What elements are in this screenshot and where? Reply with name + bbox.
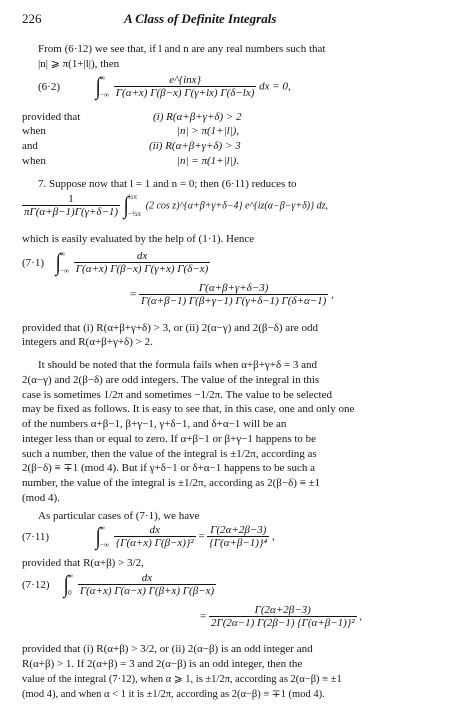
body-text-line: such a number, then the value of the integral is ±1/2π, according as (22, 448, 317, 460)
condition-text: |n| > π(1+|l|), (177, 125, 240, 137)
body-text-line: (mod 4). (22, 492, 60, 504)
body-text-line: integers and R(α+β+γ+δ) > 2. (22, 336, 153, 348)
equation-7-12 (22, 572, 216, 598)
page-number: 226 (22, 11, 42, 26)
body-text-line: value of the integral (7·12), when α ⩾ 1, is ±1/2π, according as 2(α−β) ≡ ±1 (22, 674, 342, 685)
numerator: Γ(2α+2β−3) (207, 524, 269, 537)
body-text-line: provided that (i) R(α+β+γ+δ) > 3, or (ii) 2(α−γ) and 2(β−δ) are odd (22, 322, 318, 334)
numerator: dx (114, 524, 196, 537)
body-text-line: which is easily evaluated by the help of (1·1). Hence (22, 233, 255, 245)
fraction (114, 74, 257, 100)
body-text-line: of the numbers α+β−1, β+γ−1, γ+δ−1, and δ+α−1 will be an (22, 418, 287, 430)
fraction (209, 604, 357, 630)
integral-limits: ∞ −∞ (100, 74, 110, 99)
denominator: Γ(α+x) Γ(β−x) Γ(γ+lx) Γ(δ−lx) (115, 87, 255, 99)
equation-7-1-rhs: = $\frac{\Gamma(\alpha+\beta+\gamma+\delta-3)}{\Gamma(\alpha+\beta-1) \Gamma(\beta+\gamma-1) \Gamma(\gamma+\delta-1) \Gamma(\delta+\alpha-1)}$ , (130, 282, 334, 307)
equation-7-11: (7·11) ∫ ∞ −∞ $\frac{dx}{\text{\{Γ(α+x) Γ(β−x)\}²}}$ = $\frac{\Gamma(2\alpha+2\beta-3)}{\text{\{Γ(α+β−1)\}⁴}}$ , (22, 524, 275, 550)
body-text-line: From (6·12) we see that, if l and n are any real numbers such that (38, 43, 326, 55)
body-text-line: As particular cases of (7·1), we have (38, 510, 200, 522)
condition-text: (ii) R(α+β+γ+δ) > 3 (149, 140, 241, 152)
fraction (22, 193, 120, 219)
integral-sign: ∫ (95, 74, 101, 100)
integral-sign: ∫ (123, 193, 129, 219)
body-text-line: provided that R(α+β) > 3/2, (22, 557, 144, 569)
denominator: Γ(α+β−1) Γ(β+γ−1) Γ(γ+δ−1) Γ(δ+α−1) (140, 295, 327, 307)
numerator: dx (78, 572, 216, 585)
condition-text: |n| = π(1+|l|). (177, 155, 240, 167)
numerator: 1 (22, 193, 120, 206)
equation-tail: , (359, 610, 363, 623)
body-text-line: number, the value of the integral is ±1/2π, according as 2(β−δ) ≡ ±1 (22, 477, 321, 489)
condition-lead: and (22, 140, 38, 152)
equation-tag: (7·12) (22, 578, 50, 591)
fraction (139, 282, 328, 308)
equation-tail: dx = 0, (259, 80, 291, 93)
denominator: 2Γ(2α−1) Γ(2β−1) {Γ(α+β−1)}² (210, 617, 355, 629)
body-text-line: 7. Suppose now that l = 1 and n = 0; then (6·11) reduces to (38, 178, 297, 190)
condition-lead: provided that (22, 111, 81, 123)
equation-tag: (7·1) (22, 256, 44, 269)
body-text-line: |n| ⩾ π(1+|l|), then (38, 58, 120, 70)
running-title: A Class of Definite Integrals (124, 11, 277, 26)
equation-tag: (6·2) (38, 80, 60, 93)
equation-tag: (7·11) (22, 530, 50, 543)
body-text-line: 2(β−δ) ≡ ∓1 (mod 4). But if γ+δ−1 or δ+α−1 happens to be such a (22, 462, 315, 474)
equation-6-2 (38, 74, 291, 100)
body-text-line: may be fixed as follows. It is easy to see that, in this case, one and only one (22, 403, 355, 415)
integrand: (2 cos z)^{α+β+γ+δ−4} e^{iz(α−β−γ+δ)} dz, (145, 200, 328, 212)
fraction (114, 524, 196, 550)
condition-text: (i) R(α+β+γ+δ) > 2 (153, 111, 242, 123)
denominator: Γ(α+x) Γ(α−x) Γ(β+x) Γ(β−x) (79, 585, 215, 597)
integral-limits: ½π −½π (128, 193, 141, 218)
integral-limits: ∞ −∞ (60, 250, 70, 275)
integral-sign: ∫ (95, 524, 101, 550)
denominator: {Γ(α+β−1)}⁴ (209, 537, 268, 549)
equation-6-11-reduced (22, 193, 328, 219)
body-text-line: R(α+β) > 1. If 2(α+β) = 3 and 2(α−β) is an odd integer, then the (22, 658, 303, 670)
equation-tail: , (331, 288, 334, 301)
numerator: Γ(2α+2β−3) (209, 604, 357, 617)
equation-tail: , (271, 530, 275, 543)
denominator: {Γ(α+x) Γ(β−x)}² (115, 537, 194, 549)
body-text-line: case is sometimes 1/2π and sometimes −1/2π. The value to be selected (22, 389, 332, 401)
fraction (78, 572, 216, 598)
numerator: Γ(α+β+γ+δ−3) (139, 282, 328, 295)
integral-sign: ∫ (55, 250, 61, 276)
fraction (207, 524, 269, 550)
condition-lead: when (22, 125, 46, 137)
denominator: πΓ(α+β−1)Γ(γ+δ−1) (24, 206, 119, 218)
numerator: dx (74, 250, 211, 263)
condition-lead: when (22, 155, 46, 167)
body-text-line: provided that (i) R(α+β) > 3/2, or (ii) 2(α−β) is an odd integer and (22, 643, 313, 655)
numerator: e^{inx} (114, 74, 257, 87)
body-text-line: 2(α−γ) and 2(β−δ) are odd integers. The value of the integral in this (22, 374, 320, 386)
equation-7-1 (22, 250, 210, 276)
body-text-line: It should be noted that the formula fails when α+β+γ+δ = 3 and (38, 359, 317, 371)
integral-limits: ∞ −∞ (100, 524, 110, 549)
integral-sign: ∫ (63, 572, 69, 598)
integral-limits: ∞ 0 (68, 572, 74, 597)
equation-7-12-rhs: = $\frac{\Gamma(2\alpha+2\beta-3)}{\text{2Γ(2α−1) Γ(2β−1) \{Γ(α+β−1)\}²}}$ , (200, 604, 363, 629)
body-text-line: (mod 4), and when α < 1 it is ±1/2π, according as 2(α−β) ≡ ∓1 (mod 4). (22, 689, 325, 700)
denominator: Γ(α+x) Γ(β−x) Γ(γ+x) Γ(δ−x) (75, 263, 209, 275)
fraction (74, 250, 211, 276)
body-text-line: integer less than or equal to zero. If α+β−1 or β+γ−1 happens to be (22, 433, 317, 445)
